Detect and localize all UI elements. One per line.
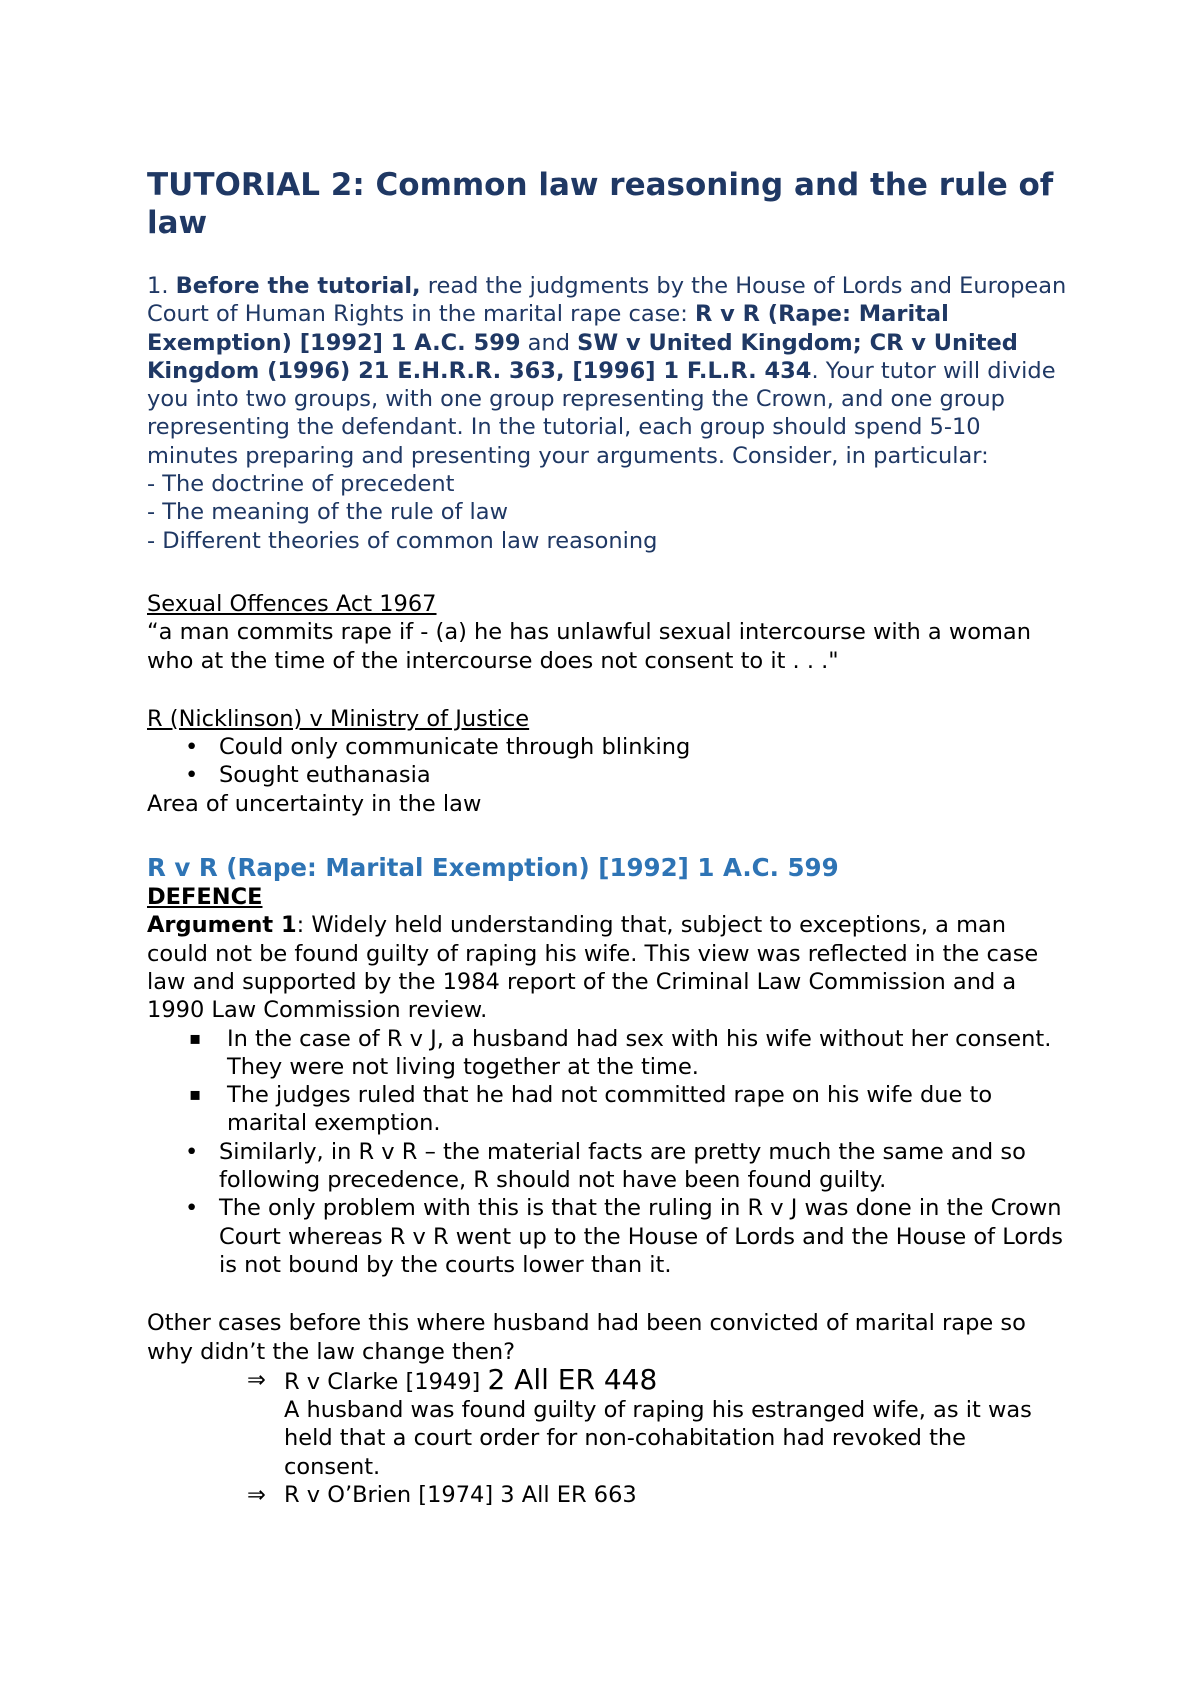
question-1 [147,272,1067,555]
section-heading: Sexual Offences Act 1967 [147,590,437,617]
case-entry-obrien [147,1481,1067,1509]
other-cases-section [147,1309,1067,1509]
case-entry-clarke [147,1362,1067,1481]
case-description: A husband was found guilty of raping his estranged wife, as it was held that a court order for non-cohabitation had revoked the consent. [284,1397,1032,1480]
defence-heading: DEFENCE [147,884,263,911]
list-item: • Could only communicate through blinking [147,733,1067,761]
list-item: • The only problem with this is that the ruling in R v J was done in the Crown Court whereas R v R went up to the House of Lords and the House of Lords is not bound by the courts lower than it. [147,1194,1067,1279]
list-item: • Sought euthanasia [147,761,1067,789]
consider-point: - Different theories of common law reasoning [147,527,658,554]
consider-point: - The meaning of the rule of law [147,499,508,526]
other-cases-text: Other cases before this where husband had been convicted of marital rape so why didn’t the law change then? [147,1310,1026,1365]
list-item: • Similarly, in R v R – the material facts are pretty much the same and so following precedence, R should not have been found guilty. [147,1138,1067,1195]
rvr-section [147,853,1067,1279]
question-lead: Before the tutorial, [175,273,421,299]
list-item: ▪ In the case of R v J, a husband had sex with his wife without her consent. They were not living together at the time. [147,1025,1067,1082]
document-page [147,166,1067,1509]
case-heading: R v R (Rape: Marital Exemption) [1992] 1 A.C. 599 [147,853,839,883]
case-name: R v O’Brien [1974] 3 All ER 663 [284,1481,637,1508]
case-report: 2 All ER 448 [487,1362,658,1396]
question-text-1: read the judgments by the House of Lords and European Court of Human Rights in the marital rape case: [147,273,1067,328]
nicklinson-section [147,705,1067,818]
arrow-icon: ⇒ [247,1481,266,1508]
section-heading: R (Nicklinson) v Ministry of Justice [147,705,530,732]
case-name: R v Clarke [1949] [284,1368,488,1395]
note-text: Area of uncertainty in the law [147,790,482,817]
case-citation-rvr: R v R (Rape: Marital Exemption) [1992] 1 A.C. 599 [147,301,949,356]
sexual-offences-section [147,590,1067,675]
page-title: TUTORIAL 2: Common law reasoning and the rule of law [147,167,1054,241]
list-item: ▪ The judges ruled that he had not committed rape on his wife due to marital exemption. [147,1081,1067,1138]
question-text-2: and [520,329,578,356]
argument-label: Argument 1 [147,912,297,939]
argument-text: : Widely held understanding that, subject to exceptions, a man could not be found guilty of raping his wife. This view was reflected in the case law and supported by the 1984 report of the Criminal Law Commission and a 1990 Law Commission review. [147,912,1039,1024]
question-number: 1. [147,273,176,299]
argument-paragraph [147,911,1067,1024]
consider-point: - The doctrine of precedent [147,471,455,498]
statute-quote: “a man commits rape if - (a) he has unlawful sexual intercourse with a woman who at the time of the intercourse does not consent to it . . ." [147,619,1031,674]
question-text-3: . Your tutor will divide you into two groups, with one group representing the Crown, and one group representing the defendant. In the tutorial, each group should spend 5-10 minutes preparing and presenting your arguments. Consider, in particular: [147,357,1056,469]
case-citation-sw: SW v United Kingdom; CR v United Kingdom (1996) 21 E.H.R.R. 363, [1996] 1 F.L.R. 434 [147,329,1018,384]
arrow-icon: ⇒ [247,1366,266,1393]
